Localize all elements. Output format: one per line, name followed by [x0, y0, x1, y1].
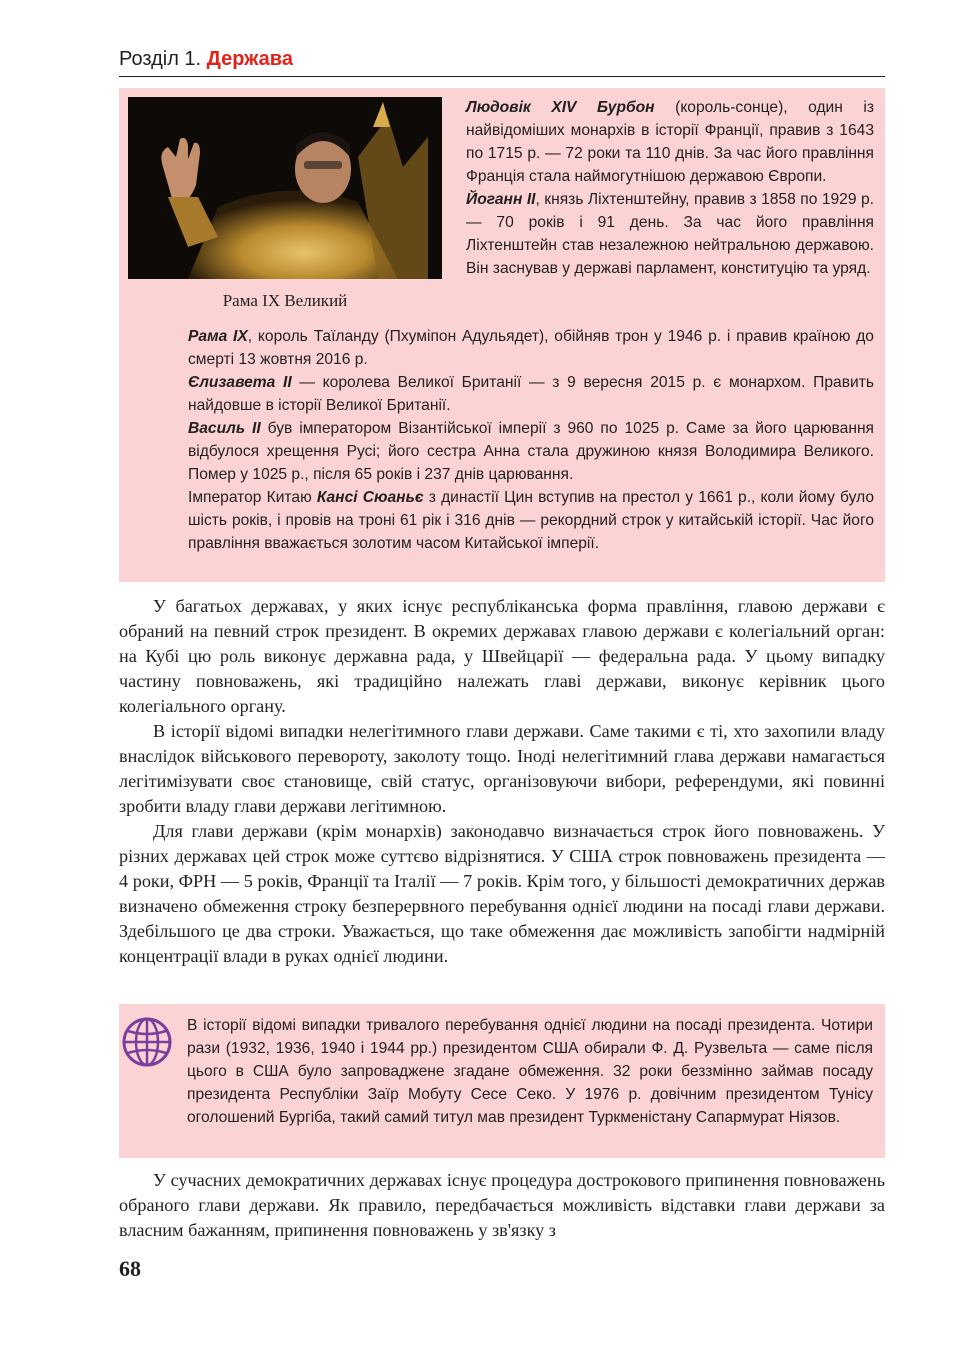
- paragraph: В історії відомі випадки нелегітимного глави держави. Саме такими є ті, хто захопили владу внаслідок військового перевороту, заколоту тощо. Іноді нелегітимний глава держави намагається легітимізувати своє становище, свій статус, організовуючи вибори, референдуми, які повинні зробити владу глави держави легітимною.: [119, 721, 885, 816]
- monarch-louis: [466, 96, 874, 188]
- president-term-infobox: [119, 1004, 885, 1158]
- chapter-title: Держава: [206, 48, 293, 70]
- page-number: 68: [119, 1256, 141, 1281]
- paragraph: У багатьох державах, у яких існує республіканська форма правління, главою держави є обраний на певний строк президент. В окремих державах главою держави є колегіальний орган: на Кубі цю роль виконує державна рада, у Швейцарії — федеральна рада. У цьому випадку частину повноважень, які традиційно належать главі держави, виконує керівник цього колегіального органу.: [119, 596, 885, 716]
- body-text-main: [119, 594, 885, 969]
- monarch-description: , князь Ліхтенштейну, правив з 1858 по 1929 р. — 70 років і 91 день. За час його правління Ліхтенштейн став незалежною нейтральною державою. Він заснував у державі парламент, конституцію та уряд.: [466, 191, 874, 277]
- monarch-elizabeth: [188, 371, 874, 417]
- monarch-name: Людовік XIV Бурбон: [466, 99, 655, 116]
- monarch-description: — королева Великої Британії — з 9 вересня 2015 р. є монархом. Править найдовше в історії Великої Британії.: [188, 374, 874, 414]
- monarch-kangxi: [188, 486, 874, 555]
- monarch-name: Йоганн II: [466, 191, 536, 208]
- monarch-rama: [188, 325, 874, 371]
- monarch-lower-text: [188, 325, 874, 555]
- body-text-continued: [119, 1168, 885, 1243]
- monarch-name: Василь II: [188, 420, 261, 437]
- photo-caption: Рама IX Великий: [222, 291, 348, 310]
- monarch-johann: [466, 188, 874, 280]
- infobox-text: В історії відомі випадки тривалого перебування однієї людини на посаді президента. Чотири рази (1932, 1936, 1940 і 1944 рр.) президентом США обирали Ф. Д. Рузвельта — саме після цього в США було запроваджене згадане обмеження. 32 роки беззмінно займав посаду президента Республіки Заїр Мобуту Сесе Секо. У 1976 р. довічним президентом Тунісу оголошений Бургіба, такий самий титул мав президент Туркменістану Сапармурат Ніязов.: [187, 1017, 873, 1126]
- globe-icon: [121, 1016, 173, 1068]
- monarch-description: , король Таїланду (Пхуміпон Адульядет), обійняв трон у 1946 р. і правив країною до смерті 13 жовтня 2016 р.: [188, 328, 874, 368]
- monarch-description: (король-сонце), один із найвідоміших монархів в історії Франції, правив з 1643 по 1715 р. — 72 роки та 110 днів. За час його правління Франція стала наймогутнішою державою Європи.: [466, 99, 874, 185]
- monarch-side-text: [466, 96, 874, 280]
- monarch-description: був імператором Візантійської імперії з 960 по 1025 р. Саме за його царювання відбулося хрещення Русі; його сестра Анна стала дружиною князя Володимира Великого. Помер у 1025 р., після 65 років і 237 днів царювання.: [188, 420, 875, 483]
- monarch-name: Рама IX: [188, 328, 248, 345]
- monarch-description: з династії Цин вступив на престол у 1661 р., коли йому було шість років, і провів на троні 61 рік і 316 днів — рекордний строк у китайській історії. Час його правління вважається золотим часом Китайської імперії.: [188, 489, 875, 552]
- monarch-name: Кансі Сюаньє: [316, 489, 424, 506]
- monarch-basil: [188, 417, 874, 486]
- monarch-prefix: Імператор Китаю: [188, 489, 317, 506]
- chapter-label: Розділ 1.: [119, 48, 202, 70]
- monarch-name: Єлизавета II: [188, 374, 292, 391]
- paragraph: У сучасних демократичних державах існує процедура дострокового припинення повноважень обраного глави держави. Як правило, передбачається можливість відставки глави держави за власним бажанням, припинення повноважень у зв'язку з: [119, 1170, 885, 1240]
- chapter-header: [119, 46, 885, 77]
- rama-ix-photo: [128, 97, 442, 279]
- paragraph: Для глави держави (крім монархів) законодавчо визначається строк його повноважень. У різних державах цей строк може суттєво відрізнятися. У США строк повноважень президента — 4 роки, ФРН — 5 років, Франції та Італії — 7 років. Крім того, у більшості демократичних держав визначено обмеження строку безперервного перебування однієї людини на посаді глави держави. Здебільшого це два строки. Уважається, що таке обмеження дає можливість запобігти надмірній концентрації влади в руках однієї людини.: [119, 821, 885, 966]
